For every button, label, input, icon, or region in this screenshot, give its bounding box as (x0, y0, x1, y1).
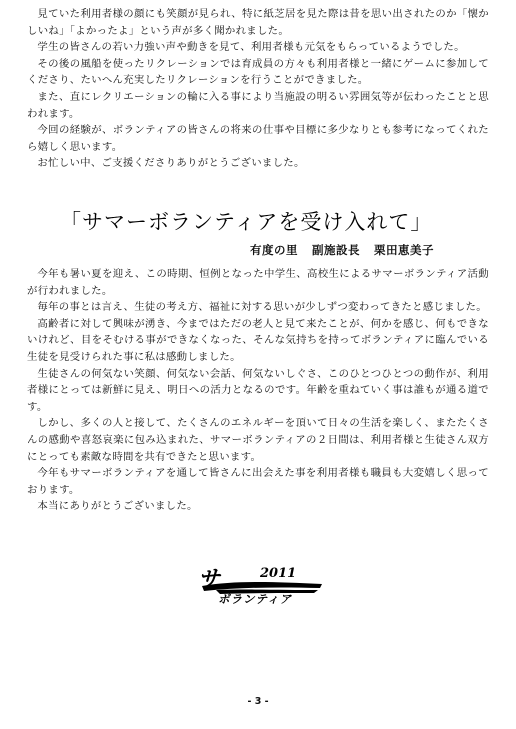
logo-year: 2011 (260, 566, 297, 581)
article-byline (250, 242, 448, 258)
logo-text-sa: サ (198, 566, 221, 592)
paragraph: 高齢者に対して興味が湧き、今まではただの老人と見て来たことが、何かを感じ、何もできないけれど、目をそむける事ができなくなった、そんな気持ちを持ってボランティアに臨んでいる生徒を見受けられた事に私は感動しました。 (27, 317, 489, 363)
logo-text-volunteer: ボランティア (218, 592, 293, 606)
article-title: 「サマーボランティアを受け入れて」 (60, 210, 433, 234)
page-number: - 3 - (247, 696, 269, 707)
article-body (27, 266, 489, 515)
paragraph: 毎年の事とは言え、生徒の考え方、福祉に対する思いが少しずつ変わってきたと感じました。 (37, 301, 487, 314)
paragraph: 見ていた利用者様の顔にも笑顔が見られ、特に紙芝居を見た際は昔を思い出されたのか「懐かしいね」「よかったよ」という声が多く聞かれました。 (27, 8, 489, 37)
author-organization: 有度の里 (250, 243, 298, 257)
author-role: 副施設長 (312, 243, 360, 257)
paragraph: また、直にレクリエーションの輪に入る事により当施設の明るい雰囲気等が伝わったことと思われます。 (27, 90, 489, 120)
paragraph: しかし、多くの人と接して、たくさんのエネルギーを頂いて日々の生活を楽しく、またたくさんの感動や喜怒哀楽に包み込まれた、サマーボランティアの２日間は、利用者様と生徒さん双方にとっても素敵な時間を共有できたと思います。 (27, 417, 489, 463)
paragraph: 学生の皆さんの若い力強い声や動きを見て、利用者様も元気をもらっているようでした。 (37, 41, 465, 54)
author-name: 栗田恵美子 (374, 243, 434, 257)
intro-paragraphs (27, 6, 489, 172)
paragraph: 今年もサマーボランティアを通して皆さんに出会えた事を利用者様も職員も大変嬉しく思っております。 (27, 467, 489, 496)
paragraph: お忙しい中、ご支援くださりありがとうございました。 (37, 157, 305, 170)
paragraph: 今年も暑い夏を迎え、この時期、恒例となった中学生、高校生によるサマーボランティア活動が行われました。 (27, 268, 489, 297)
paragraph: 本当にありがとうございました。 (37, 500, 198, 513)
paragraph: 生徒さんの何気ない笑顔、何気ない会話、何気ないしぐさ、このひとつひとつの動作が、利用者様にとっては新鮮に見え、明日への活力となるのです。年齢を重ねていく事は誰もが通る道です。 (27, 367, 489, 413)
summer-volunteer-2011-logo (196, 560, 324, 612)
paragraph: 今回の経験が、ボランティアの皆さんの将来の仕事や目標に多少なりとも参考になってくれたら嬉しく思います。 (27, 124, 489, 153)
paragraph: その後の風船を使ったリクレーションでは育成員の方々も利用者様と一緒にゲームに参加してくださり、たいへん充実したリクレーションを行うことができました。 (27, 57, 489, 87)
